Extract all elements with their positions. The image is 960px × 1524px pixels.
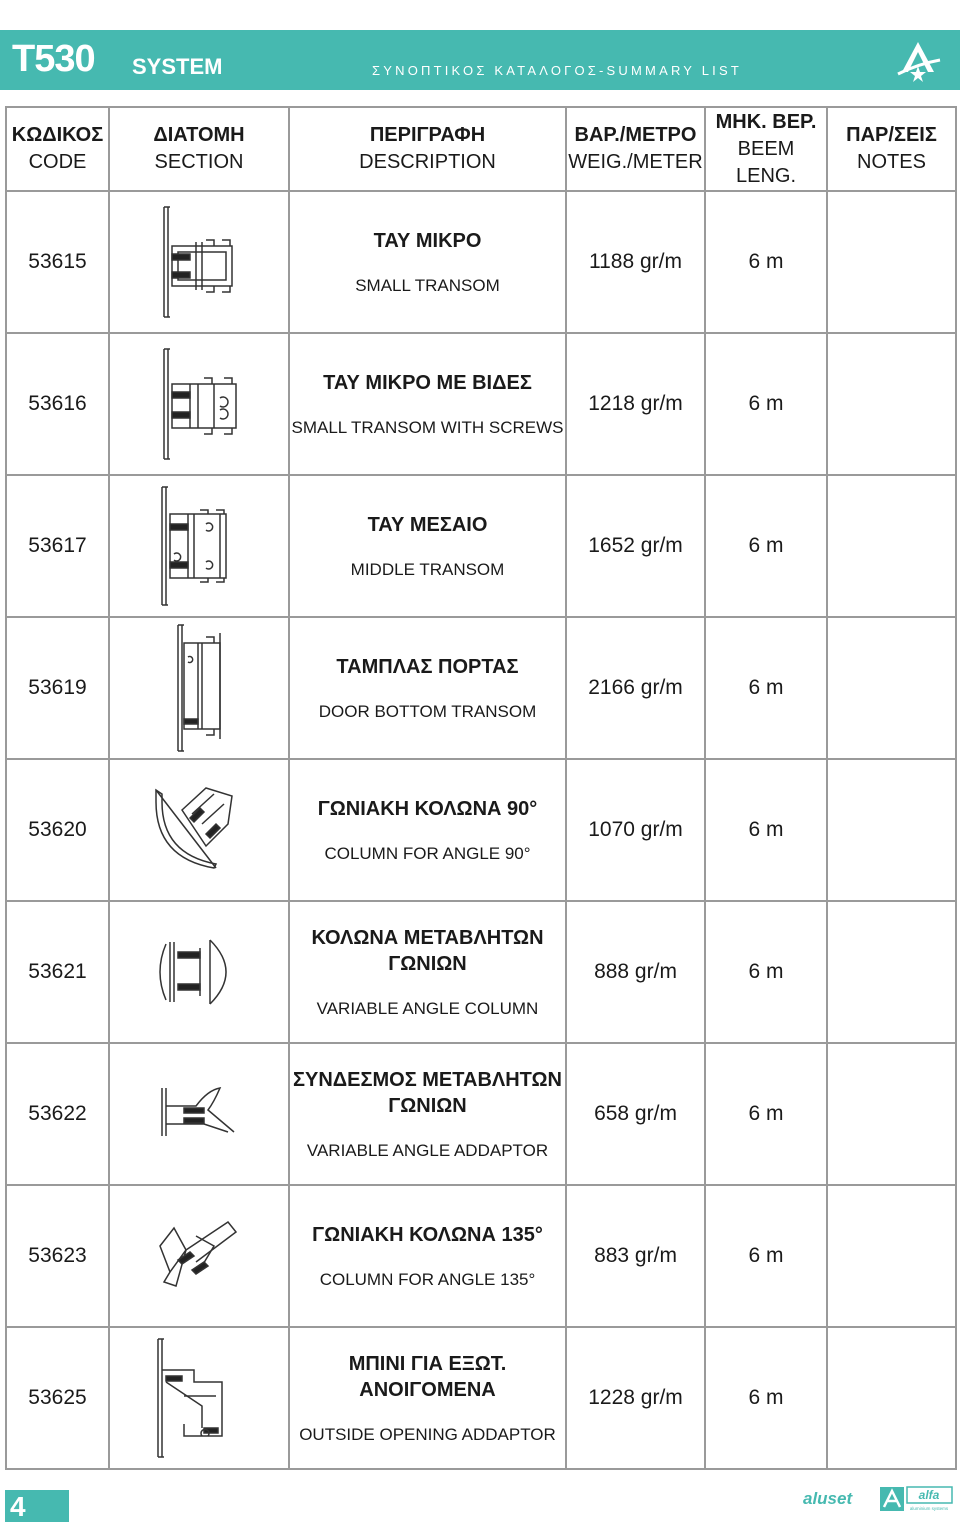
- description-cell: [289, 333, 566, 475]
- product-code: 53617: [6, 475, 109, 617]
- product-code: 53623: [6, 1185, 109, 1327]
- column-header-length: [705, 107, 827, 191]
- section-cell: [109, 475, 289, 617]
- table-row: [6, 1185, 956, 1327]
- section-cell: [109, 333, 289, 475]
- alfa-logo: [880, 1485, 954, 1513]
- description-en: SMALL TRANSOM WITH SCREWS: [291, 418, 564, 437]
- middle-transom-profile: [144, 484, 254, 608]
- product-code: 53619: [6, 617, 109, 759]
- star-a-logo-icon: [890, 34, 946, 86]
- column-header-gr: ΔΙΑΤΟΜΗ: [153, 124, 245, 146]
- product-code: 53620: [6, 759, 109, 901]
- description-en: COLUMN FOR ANGLE 90°: [324, 844, 531, 863]
- description-gr: ΤΑΜΠΛΑΣ ΠΟΡΤΑΣ: [336, 656, 519, 678]
- column-header-en: DESCRIPTION: [359, 151, 496, 173]
- alfa-logo-text: alfa: [918, 1488, 940, 1502]
- summary-title: ΣΥΝΟΠΤΙΚΟΣ ΚΑΤΑΛΟΓΟΣ-SUMMARY LIST: [372, 63, 743, 78]
- weight-per-meter: 2166 gr/m: [566, 617, 705, 759]
- notes-cell: [827, 759, 956, 901]
- product-code: 53622: [6, 1043, 109, 1185]
- description-cell: [289, 617, 566, 759]
- door-bottom-transom-profile: [144, 623, 254, 753]
- product-code: 53615: [6, 191, 109, 333]
- aluset-logo: aluset: [803, 1489, 853, 1508]
- table-row: [6, 1327, 956, 1469]
- description-en: DOOR BOTTOM TRANSOM: [318, 702, 537, 721]
- description-gr: ΓΩΝΙΑΚΗ ΚΟΛΩΝΑ 90°: [317, 798, 538, 820]
- notes-cell: [827, 191, 956, 333]
- description-gr: ΤΑΥ ΜΙΚΡΟ ΜΕ ΒΙΔΕΣ: [323, 372, 532, 394]
- beam-length: 6 m: [705, 333, 827, 475]
- column-header-gr: ΜΗΚ. ΒΕΡ.: [715, 110, 817, 133]
- column-header-gr: ΚΩΔΙΚΟΣ: [11, 124, 104, 146]
- notes-cell: [827, 333, 956, 475]
- table-row: [6, 191, 956, 333]
- description-cell: [289, 475, 566, 617]
- product-code: 53625: [6, 1327, 109, 1469]
- section-cell: [109, 1327, 289, 1469]
- system-label: SYSTEM: [132, 54, 223, 79]
- weight-per-meter: 1218 gr/m: [566, 333, 705, 475]
- outside-opening-adaptor-profile: [144, 1336, 254, 1460]
- weight-per-meter: 888 gr/m: [566, 901, 705, 1043]
- description-gr: ΜΠΙΝΙ ΓΙΑ ΕΞΩΤ. ΑΝΟΙΓΟΜΕΝΑ: [348, 1353, 507, 1401]
- beam-length: 6 m: [705, 901, 827, 1043]
- notes-cell: [827, 475, 956, 617]
- description-cell: [289, 1043, 566, 1185]
- beam-length: 6 m: [705, 1185, 827, 1327]
- small-transom-profile: [144, 202, 254, 322]
- description-gr: ΣΥΝΔΕΣΜΟΣ ΜΕΤΑΒΛΗΤΩΝ ΓΩΝΙΩΝ: [292, 1069, 562, 1117]
- table-row: [6, 901, 956, 1043]
- description-en: SMALL TRANSOM: [355, 276, 500, 295]
- alfa-logo-subtitle: aluminium systems: [909, 1506, 949, 1511]
- notes-cell: [827, 901, 956, 1043]
- table-row: [6, 759, 956, 901]
- description-gr: ΓΩΝΙΑΚΗ ΚΟΛΩΝΑ 135°: [312, 1224, 543, 1246]
- column-135-profile: [144, 1216, 254, 1296]
- column-header-en: CODE: [28, 151, 87, 173]
- beam-length: 6 m: [705, 191, 827, 333]
- notes-cell: [827, 1185, 956, 1327]
- small-transom-screws-profile: [144, 344, 254, 464]
- column-header-gr: ΠΑΡ/ΣΕΙΣ: [846, 124, 937, 146]
- beam-length: 6 m: [705, 759, 827, 901]
- table-header-row: [6, 107, 956, 191]
- section-cell: [109, 759, 289, 901]
- table-row: [6, 1043, 956, 1185]
- description-cell: [289, 1185, 566, 1327]
- table-row: [6, 617, 956, 759]
- header-band: [0, 30, 960, 90]
- notes-cell: [827, 1327, 956, 1469]
- description-en: VARIABLE ANGLE COLUMN: [316, 999, 539, 1018]
- description-en: COLUMN FOR ANGLE 135°: [319, 1270, 536, 1289]
- weight-per-meter: 1228 gr/m: [566, 1327, 705, 1469]
- description-gr: ΤΑΥ ΜΙΚΡΟ: [373, 230, 482, 252]
- section-cell: [109, 191, 289, 333]
- table-row: [6, 333, 956, 475]
- page-number: 4: [10, 1491, 26, 1522]
- column-header-code: [6, 107, 109, 191]
- column-header-section: [109, 107, 289, 191]
- column-header-en: WEIG./METER: [568, 151, 703, 173]
- description-en: OUTSIDE OPENING ADDAPTOR: [299, 1425, 556, 1444]
- description-cell: [289, 1327, 566, 1469]
- notes-cell: [827, 1043, 956, 1185]
- description-gr: ΤΑΥ ΜΕΣΑΙΟ: [367, 514, 488, 536]
- column-header-weight: [566, 107, 705, 191]
- column-header-en: BEEM LENG.: [735, 137, 797, 187]
- description-cell: [289, 191, 566, 333]
- section-cell: [109, 1185, 289, 1327]
- weight-per-meter: 1652 gr/m: [566, 475, 705, 617]
- page-number-badge: [5, 1490, 69, 1522]
- beam-length: 6 m: [705, 617, 827, 759]
- variable-angle-column-profile: [144, 932, 254, 1012]
- description-gr: ΚΟΛΩΝΑ ΜΕΤΑΒΛΗΤΩΝ ΓΩΝΙΩΝ: [311, 927, 544, 975]
- section-cell: [109, 617, 289, 759]
- column-header-en: SECTION: [154, 151, 244, 173]
- beam-length: 6 m: [705, 1327, 827, 1469]
- system-code: T530: [12, 38, 95, 80]
- column-90-profile: [144, 780, 254, 880]
- column-header-gr: ΒΑΡ./ΜΕΤΡΟ: [574, 124, 697, 146]
- description-en: VARIABLE ANGLE ADDAPTOR: [306, 1141, 549, 1160]
- weight-per-meter: 1070 gr/m: [566, 759, 705, 901]
- table-row: [6, 475, 956, 617]
- section-cell: [109, 1043, 289, 1185]
- product-code: 53621: [6, 901, 109, 1043]
- weight-per-meter: 883 gr/m: [566, 1185, 705, 1327]
- section-cell: [109, 901, 289, 1043]
- column-header-en: NOTES: [857, 151, 926, 173]
- product-code: 53616: [6, 333, 109, 475]
- column-header-notes: [827, 107, 956, 191]
- column-header-description: [289, 107, 566, 191]
- weight-per-meter: 1188 gr/m: [566, 191, 705, 333]
- description-en: MIDDLE TRANSOM: [350, 560, 505, 579]
- description-cell: [289, 901, 566, 1043]
- catalogue-table: [5, 106, 957, 1470]
- description-cell: [289, 759, 566, 901]
- beam-length: 6 m: [705, 1043, 827, 1185]
- weight-per-meter: 658 gr/m: [566, 1043, 705, 1185]
- column-header-gr: ΠΕΡΙΓΡΑΦΗ: [369, 124, 486, 146]
- beam-length: 6 m: [705, 475, 827, 617]
- variable-angle-adaptor-profile: [144, 1084, 254, 1144]
- notes-cell: [827, 617, 956, 759]
